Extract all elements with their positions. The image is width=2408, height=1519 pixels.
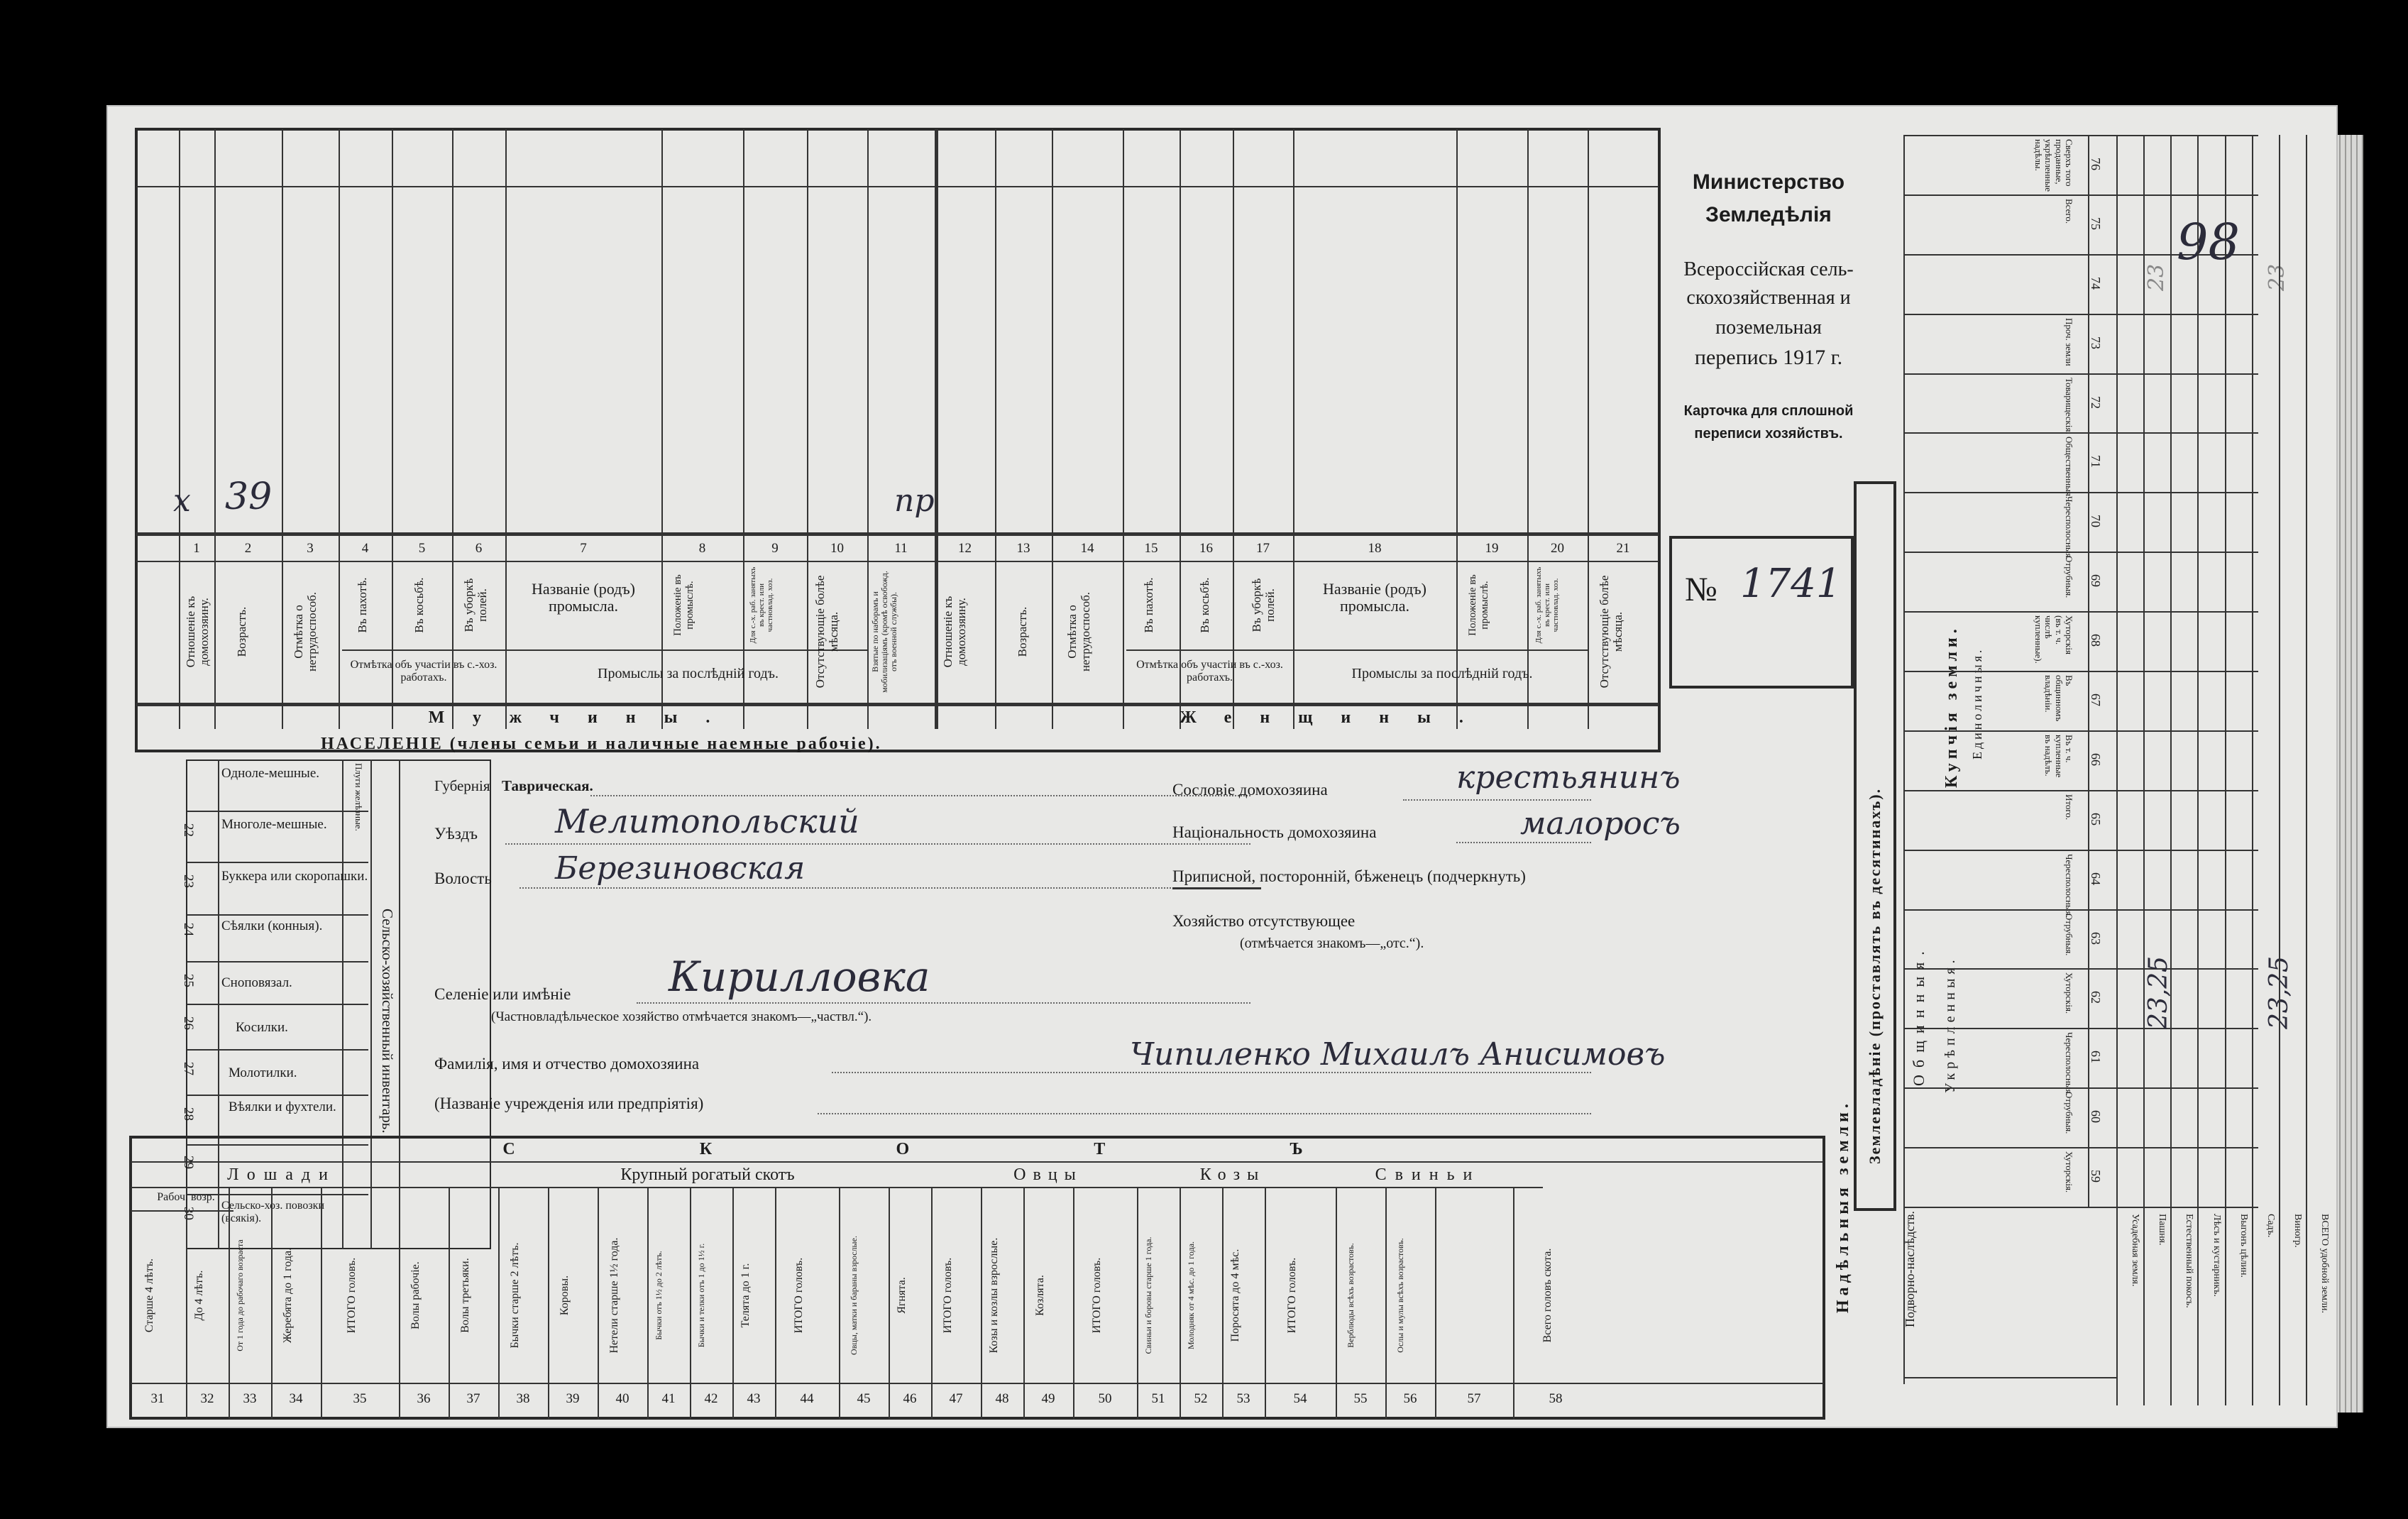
status-label: Приписной, посторонній, бѣженецъ (подчеркнуть) [1172,867,1526,885]
livestock-col-num: 33 [243,1391,257,1406]
header-mowing-men: Въ косьбѣ. [412,577,426,633]
inv-num-26: 26 [181,1016,196,1030]
livestock-col-line [839,1187,840,1420]
header-disability-women: Отмѣтка о нетрудоспособ. [1065,591,1092,672]
col-num-4: 4 [361,541,369,556]
land-col-label: Хуторскія (въ т. ч. числѣ купленные). [2033,615,2074,664]
col-num-10: 10 [830,541,844,556]
livestock-col-num: 50 [1098,1391,1112,1406]
livestock-col-line [889,1187,890,1420]
livestock-col-line [1073,1187,1074,1420]
nadel-title: Надѣльныя земли. [1834,1100,1852,1313]
land-row-label: ВСЕГО удобной земли. [2319,1214,2330,1314]
col-num-7: 7 [580,541,587,556]
goats-title: Козы [1199,1166,1266,1184]
land-col-line [1903,552,2258,553]
land-col-num: 60 [2089,1110,2103,1124]
livestock-col-label: Ягнята. [896,1277,908,1314]
header-relation-men: Отношеніе къ домохозяину. [184,596,211,668]
census-line-3: поземельная [1715,317,1822,339]
land-col-label: Хуторскія. [2064,972,2074,1014]
livestock-col-num: 46 [903,1391,917,1406]
col-num-6: 6 [475,541,483,556]
land-row-line [2306,135,2307,1405]
livestock-col-label: Овцы, матки и бараны взрослые. [849,1236,859,1355]
land-col-line [1903,1028,2258,1029]
livestock-title: СКОТЪ [502,1140,1488,1158]
livestock-col-num: 37 [466,1391,480,1406]
livestock-col-num: 48 [995,1391,1009,1406]
land-col-label: Въ общинномъ владѣніи. [2043,675,2074,722]
land-col-line [1903,432,2258,434]
livestock-col-label: Свиньи и боровы старше 1 года. [1143,1236,1153,1354]
livestock-col-line [498,1187,500,1420]
land-col-label: Итого. [2064,794,2074,820]
land-row-label: Естественный покосъ. [2184,1214,2195,1308]
land-row-line [2143,135,2145,1405]
livestock-col-line [732,1187,734,1420]
inv-num-25: 25 [181,974,196,987]
trades-men: Промыслы за послѣдній годъ. [598,666,779,681]
livestock-col-line [1336,1187,1337,1420]
land-col-label: Въ т. ч. купленные въ надѣлъ. [2043,734,2074,778]
land-col-num: 61 [2089,1051,2103,1064]
absent-note: (отмѣчается знакомъ—„отс.“). [1240,936,1424,951]
livestock-col-num: 40 [615,1391,630,1406]
volost-value[interactable]: Березиновская [555,850,806,887]
header-relation-women: Отношеніе къ домохозяину. [941,596,968,668]
population-label: НАСЕЛЕНІЕ (члены семьи и наличные наемные рабочіе). [321,735,882,753]
land-col-line [1903,909,2258,911]
livestock-col-num: 36 [417,1391,431,1406]
inv-num-29: 29 [181,1156,196,1169]
status-underline [1172,887,1261,889]
livestock-col-line [1137,1187,1138,1420]
land-col-num: 69 [2089,574,2103,588]
col-num-21: 21 [1616,541,1630,556]
header-harvest-women: Въ уборкѣ полей. [1250,578,1277,632]
col-num-18: 18 [1368,541,1382,556]
livestock-col-line [548,1187,549,1420]
header-mowing-women: Въ косьбѣ. [1198,577,1211,633]
land-col-num: 72 [2089,395,2103,409]
census-card [106,105,2338,1428]
livestock-col-line [1265,1187,1266,1420]
obshchinnye-title: Общинныя. [1910,944,1928,1086]
livestock-col-num: 35 [353,1391,367,1406]
census-line-4: перепись 1917 г. [1694,346,1843,369]
hand-age: 39 [225,476,273,518]
land-col-line [1903,1087,2258,1089]
col-num-19: 19 [1485,541,1499,556]
header-plowing-men: Въ пахотѣ. [356,577,369,633]
hand-note: пр [894,483,935,519]
livestock-col-num: 44 [800,1391,814,1406]
col-num-16: 16 [1199,541,1213,556]
land-col-num: 62 [2089,991,2103,1004]
name-value[interactable]: Чипиленко Михаилъ Анисимовъ [1130,1036,1666,1073]
header-harvest-men: Въ уборкѣ полей. [462,578,489,632]
land-row-label: Выгонъ цѣлин. [2238,1214,2249,1278]
livestock-col-label: Старше 4 лѣтъ. [143,1258,155,1333]
col-num-17: 17 [1256,541,1270,556]
land-col-line [1903,611,2258,613]
institution-label: (Названіе учрежденія или предпріятія) [434,1095,704,1112]
land-col-num: 74 [2089,276,2103,290]
land-col-line [1903,135,2258,136]
livestock-col-num: 51 [1151,1391,1165,1406]
page-edge [2335,135,2363,1413]
livestock-col-num: 56 [1403,1391,1417,1406]
land-col-label: Отрубныя. [2064,1092,2074,1134]
livestock-col-num: 31 [150,1391,165,1406]
livestock-col-line [321,1187,322,1420]
header-absent-men: Отсутствующіе болѣе мѣсяца. [813,575,840,689]
header-plowing-women: Въ пахотѣ. [1142,577,1155,633]
inv-label-28: Молотилки. [229,1065,297,1080]
land-col-line [1903,194,2258,196]
hand-total: 98 [2177,213,2241,271]
land-col-label: Отрубныя. [2064,556,2074,598]
land-col-label: Отрубныя. [2064,913,2074,955]
livestock-col-num: 53 [1236,1391,1250,1406]
livestock-col-label: Ослы и мулы всѣхъ возрастовъ. [1395,1238,1405,1353]
hand-r1b: 23 [2265,263,2289,291]
livestock-col-label: Бычки старше 2 лѣтъ. [509,1242,521,1349]
name-label: Фамилія, имя и отчество домохозяина [434,1055,700,1073]
inv-num-22: 22 [181,823,196,837]
header-trade-name-women: Названіе (родъ) промысла. [1323,580,1426,615]
livestock-col-num: 45 [857,1391,871,1406]
trades-women: Промыслы за послѣдній годъ. [1351,666,1533,681]
nationality-label: Національность домохозяина [1172,823,1377,841]
land-col-num: 70 [2089,515,2103,528]
ukreplennye-title: Укрѣпленныя. [1942,955,1958,1093]
kuplia-title: Купчія земли. [1942,625,1961,788]
nationality-value[interactable]: малоросъ [1520,806,1681,842]
land-col-num: 66 [2089,752,2103,766]
livestock-col-line [1180,1187,1181,1420]
census-line-2: скохозяйственная и [1686,287,1851,309]
absent-label: Хозяйство отсутствующее [1172,912,1356,930]
hand-col66: 23,25 [2265,955,2294,1029]
header-trade-position-men: Положеніе въ промыслѣ. [672,574,696,636]
land-col-num: 75 [2089,216,2103,230]
land-col-num: 76 [2089,157,2103,170]
card-number-box [1669,536,1854,689]
livestock-col-label: Телята до 1 г. [740,1263,752,1328]
livestock-col-num: 34 [289,1391,303,1406]
livestock-col-line [1222,1187,1224,1420]
livestock-col-line [981,1187,982,1420]
inv-label-25: Сѣялки (конныя). [221,918,323,933]
livestock-col-label: ИТОГО головъ. [793,1257,805,1334]
col-num-8: 8 [698,541,706,556]
livestock-col-num: 32 [200,1391,214,1406]
land-col-num: 67 [2089,693,2103,706]
livestock-col-line [229,1187,230,1420]
hand-r1: 23 [2144,263,2169,291]
inv-num-27: 27 [181,1062,196,1075]
land-row-label: Садъ. [2265,1214,2276,1238]
inv-label-23: Многоле-мешные. [221,817,327,832]
header-age-women: Возрастъ. [1016,606,1029,657]
land-col-num: 63 [2089,931,2103,945]
livestock-col-label: Нетели старше 1½ года. [608,1237,620,1354]
inv-num-24: 24 [181,923,196,936]
inv-plows: Плуги желѣзные. [353,763,364,831]
land-col-line [1903,492,2258,493]
land-col-num: 59 [2089,1170,2103,1183]
livestock-col-label: Верблюды всѣхъ возрастовъ. [1346,1243,1356,1348]
col-num-14: 14 [1080,541,1094,556]
livestock-col-num: 47 [949,1391,963,1406]
inv-label-30: Сельско-хоз. повозки (всякія). [221,1200,325,1224]
livestock-col-label: ИТОГО головъ. [1091,1257,1103,1334]
land-col-label: Хуторскія. [2064,1151,2074,1193]
gubernia-value: Таврическая. [502,777,593,794]
land-row-line [2170,135,2172,1405]
inv-num-30: 30 [181,1207,196,1220]
edinolichnye-title: Единоличныя. [1970,647,1984,760]
land-col-line [1903,730,2258,732]
livestock-col-label: Волы третьяки. [459,1258,471,1333]
col-num-13: 13 [1016,541,1030,556]
land-col-label: Чересполосныя. [2064,496,2074,561]
livestock-col-label: Молодняк от 4 мѣс. до 1 года. [1186,1241,1196,1350]
land-col-label: Чересполосныя. [2064,1032,2074,1097]
inv-label-22: Одноле-мешные. [221,766,320,781]
col-num-15: 15 [1144,541,1158,556]
col-num-11: 11 [894,541,908,556]
livestock-col-line [1513,1187,1514,1420]
inv-label-27: Косилки. [236,1020,288,1035]
soslovie-value[interactable]: крестьянинъ [1456,760,1681,796]
soslovie-label: Сословіе домохозяина [1172,781,1328,799]
land-row-label: Лѣсъ и кустарникъ. [2211,1214,2222,1297]
land-col-label: Всего. [2064,198,2074,224]
land-col-line [1903,850,2258,851]
land-col-line [1903,314,2258,315]
livestock-col-label: ИТОГО головъ. [1286,1257,1298,1334]
livestock-col-line [271,1187,273,1420]
livestock-col-label: Поросята до 4 мѣс. [1229,1249,1241,1342]
land-col-line [1903,671,2258,672]
livestock-col-label: Козы и козлы взрослые. [988,1237,1000,1354]
livestock-col-num: 49 [1041,1391,1055,1406]
land-row-line [2252,135,2253,1405]
livestock-col-label: Всего головъ скота. [1541,1248,1554,1343]
land-col-label: Общественныя. [2064,437,2074,499]
livestock-col-num: 41 [661,1391,676,1406]
land-row-label: Усадебная земля. [2130,1214,2141,1287]
livestock-col-num: 54 [1293,1391,1307,1406]
participation-women: Отмѣтка объ участіи въ с.-хоз. работахъ. [1136,659,1283,684]
volost-label: Волость [434,870,492,887]
census-line-1: Всероссійская сель- [1683,258,1854,280]
col-num-20: 20 [1551,541,1564,556]
land-row-line [2279,135,2280,1405]
inv-num-28: 28 [181,1107,196,1121]
participation-men: Отмѣтка объ участіи въ с.-хоз. работахъ. [350,659,497,684]
land-col-label: Чересполосныя. [2064,853,2074,918]
livestock-col-label: ИТОГО головъ. [346,1257,358,1334]
header-mobilized-men: Взятые по наборамъ и мобилизаціямъ (кромѣ освобожд. отъ военной службы). [870,571,899,693]
land-col-num: 68 [2089,634,2103,647]
sheep-title: Овцы [1013,1166,1083,1184]
selenie-label: Селеніе или имѣніе [434,985,571,1003]
livestock-col-num: 58 [1549,1391,1563,1406]
livestock-col-label: Бычки отъ 1½ до 2 лѣтъ. [654,1251,664,1340]
land-col-line [1903,1147,2258,1148]
livestock-col-label: Жеребята до 1 года. [282,1247,294,1344]
header-trade-position-women: Положеніе въ промыслѣ. [1467,574,1490,636]
livestock-col-num: 43 [747,1391,761,1406]
livestock-col-num: 55 [1353,1391,1368,1406]
men-label: Мужчины. [428,708,739,727]
land-col-line [1903,790,2258,791]
livestock-col-label: Бычки и телки отъ 1 до 1½ г. [696,1243,706,1348]
livestock-col-num: 52 [1194,1391,1208,1406]
land-title: Землевладѣніе (проставлять въ десятинахъ). [1866,787,1884,1164]
livestock-col-line [399,1187,400,1420]
livestock-col-num: 38 [516,1391,530,1406]
hand-x: х [173,483,191,519]
land-col-line [1903,968,2258,970]
land-col-label: Проч. земли [2064,317,2074,366]
private-note: (Частновладѣльческое хозяйство отмѣчается знакомъ—„частвл.“). [491,1009,872,1024]
selenie-value[interactable]: Кирилловка [669,953,930,1001]
land-col-num: 73 [2089,336,2103,349]
livestock-col-label: До 4 лѣтъ. [193,1270,205,1321]
livestock-col-line [449,1187,450,1420]
livestock-col-label: Коровы. [559,1275,571,1316]
land-col-line [1903,373,2258,375]
inv-label-26: Сноповязал. [221,975,292,990]
livestock-col-label: Волы рабочіе. [409,1261,422,1329]
header-agri-workers-women: Для с.-х. раб. занятыхъ въ крест. или частновлад. хоз. [1534,566,1561,644]
col-num-9: 9 [771,541,779,556]
livestock-col-line [1435,1187,1436,1420]
livestock-col-line [1023,1187,1025,1420]
card-line-1: Карточка для сплошной [1683,403,1854,419]
ministry-title-2: Земледѣлія [1705,203,1832,226]
card-line-2: переписи хозяйствъ. [1694,426,1843,442]
livestock-col-label: Козлята. [1034,1275,1046,1316]
land-row-line [2225,135,2226,1405]
col-num-5: 5 [418,541,426,556]
inv-label-24: Буккера или скоропашки. [221,869,368,884]
col-num-2: 2 [244,541,252,556]
land-col-divider [2088,135,2089,1207]
livestock-col-line [775,1187,776,1420]
horses-title: Лошади [227,1166,336,1184]
header-absent-women: Отсутствующіе болѣе мѣсяца. [1598,575,1624,689]
women-label: Женщины. [1180,708,1492,727]
livestock-col-line [598,1187,599,1420]
header-trade-name-men: Названіе (родъ) промысла. [532,580,635,615]
col-num-1: 1 [193,541,200,556]
hand-col64: 23,25 [2144,955,2173,1029]
inv-num-23: 23 [181,874,196,888]
header-age-men: Возрастъ. [235,606,248,657]
uezd-value[interactable]: Мелитопольский [555,802,859,840]
cattle-title: Крупный рогатый скотъ [620,1166,795,1184]
inv-label-29: Вѣялки и фухтели. [229,1100,336,1114]
livestock-col-line [690,1187,691,1420]
col-num-12: 12 [958,541,972,556]
inv-title: Сельско-хозяйственный инвентарь. [379,909,396,1134]
land-col-label: Товарищескія. [2064,377,2074,434]
livestock-col-line [186,1210,187,1420]
working-age: Рабоч. возр. [157,1191,215,1203]
land-row-label: Пашня. [2157,1214,2168,1246]
gubernia-label: Губернія [434,777,490,794]
uezd-label: Уѣздъ [434,825,478,843]
col-num-3: 3 [307,541,314,556]
livestock-col-line [647,1187,649,1420]
land-col-label: Сверхъ того проданные, укрѣпленные надѣлы. [2033,139,2074,192]
livestock-col-line [931,1187,933,1420]
card-number-value: 1741 [1740,561,1842,607]
card-number-prefix: № [1685,571,1717,608]
land-col-num: 71 [2089,455,2103,468]
land-col-num: 65 [2089,812,2103,826]
podvorno-title: Подворно-наслѣдств. [1903,1210,1917,1327]
ministry-title-1: Министерство [1692,170,1845,194]
livestock-col-label: От 1 года до рабочаго возраста [235,1239,245,1351]
livestock-col-num: 42 [704,1391,718,1406]
livestock-col-line [1385,1187,1387,1420]
land-col-num: 64 [2089,872,2103,885]
land-row-line [2197,135,2199,1405]
header-disability-men: Отмѣтка о нетрудоспособ. [292,591,319,672]
livestock-col-label: ИТОГО головъ. [942,1257,954,1334]
livestock-col-num: 57 [1467,1391,1481,1406]
land-row-label: Виногр. [2292,1214,2303,1248]
header-agri-workers-men: Для с.-х. раб. занятыхъ въ крест. или частновлад. хоз. [749,566,775,644]
livestock-col-num: 39 [566,1391,580,1406]
pigs-title: Свиньи [1375,1166,1481,1184]
